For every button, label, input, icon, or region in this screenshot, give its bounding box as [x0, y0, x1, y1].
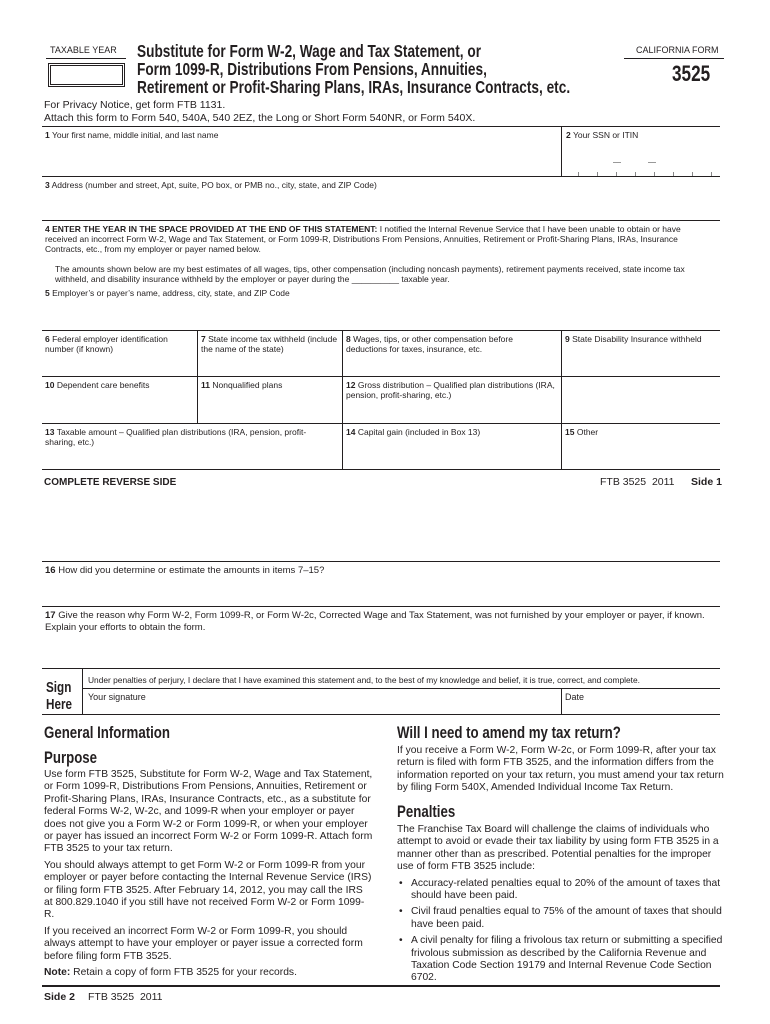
form-title-line2: Form 1099-R, Distributions From Pensions, Annuities, — [137, 59, 487, 79]
field-17-top-rule — [42, 606, 720, 607]
field-13-label: 13 Taxable amount – Qualified plan distributions (IRA, pension, profit-sharing, etc.) — [45, 427, 307, 447]
penalty-bullet-2: • Civil fraud penalties equal to 75% of the amount of taxes that should have been paid. — [399, 906, 722, 930]
california-form-label: CALIFORNIA FORM — [636, 45, 719, 55]
penalties-text — [397, 824, 725, 989]
field-17-label: 17 Give the reason why Form W-2, Form 1099-R, or Form W-2c, Corrected Wage and Tax Statement, was not furnished by your employer or payer, if known. Explain your efforts to obtain the form. — [45, 610, 705, 633]
side2-top-rule — [42, 561, 720, 562]
form-title-line1: Substitute for Form W-2, Wage and Tax Statement, or — [137, 41, 482, 61]
field-12-label: 12 Gross distribution – Qualified plan distributions (IRA, pension, profit-sharing, etc.) — [346, 380, 555, 400]
side1-form-year: FTB 3525 2011 — [600, 476, 675, 488]
grid-row1-rule — [42, 330, 720, 331]
signature-top-rule — [82, 688, 720, 689]
penalties-heading: Penalties — [397, 802, 456, 821]
field-9-input[interactable] — [563, 355, 719, 375]
purpose-paragraph-3: If you received an incorrect Form W-2 or Form 1099-R, you should always attempt to have your employer or payer issue a corrected form before filing form FTB 3525. — [44, 925, 363, 962]
field-2-label: 2 Your SSN or ITIN — [566, 130, 639, 140]
amend-text: If you receive a Form W-2, Form W-2c, or Form 1099-R, after your tax return is filed with form FTB 3525, and the information differs from the information reported on your tax return, you must amend your tax return by filing Form 540X, Amended Individual Income Tax Return. — [397, 745, 724, 794]
form-number: 3525 — [672, 61, 711, 86]
box1-2-divider — [561, 126, 562, 176]
field-9-label: 9 State Disability Insurance withheld — [565, 334, 702, 344]
field-7-label: 7 State income tax withheld (include the name of the state) — [201, 334, 338, 354]
purpose-text — [44, 769, 374, 984]
field-8-label: 8 Wages, tips, or other compensation before deductions for taxes, insurance, etc. — [346, 334, 513, 354]
side2-footer-rule — [42, 985, 720, 987]
field-7-input[interactable] — [199, 355, 340, 375]
signature-input[interactable] — [84, 703, 559, 713]
penalties-intro: The Franchise Tax Board will challenge the claims of individuals who attempt to avoid or evade their tax liability by using form FTB 3525 in a manner other than as prescribed. Potential penalties for the improper use of form FTB 3525 include: — [397, 824, 719, 873]
sign-label: Sign — [46, 679, 72, 696]
box1-top-rule — [42, 126, 720, 127]
attach-note: Attach this form to Form 540, 540A, 540 2EZ, the Long or Short Form 540NR, or Form 540X. — [44, 112, 476, 124]
ssn-dash-2 — [648, 162, 656, 163]
here-label: Here — [46, 696, 73, 713]
field-1-label: 1 Your first name, middle initial, and last name — [45, 130, 219, 140]
field-10-label: 10 Dependent care benefits — [45, 380, 150, 390]
ssn-input[interactable] — [566, 145, 716, 175]
field-11-label: 11 Nonqualified plans — [201, 380, 283, 390]
sign-bottom-rule — [42, 714, 720, 715]
field-8-input[interactable] — [344, 355, 559, 375]
purpose-heading: Purpose — [44, 748, 98, 767]
grid-col2 — [342, 330, 343, 469]
penalty-bullet-1: • Accuracy-related penalties equal to 20% of the amount of taxes that should have been paid. — [399, 877, 721, 902]
side2-form-year: FTB 3525 2011 — [88, 991, 163, 1003]
field-15-label: 15 Other — [565, 427, 599, 437]
penalty-bullet-3: • A civil penalty for filing a frivolous tax return or submitting a specified frivolous submission as described by the California Revenue and Taxation Code Section 19179 and Internal Revenue Code Section 6702. — [399, 935, 723, 984]
privacy-notice: For Privacy Notice, get form FTB 1131. — [44, 99, 226, 111]
field-15-input[interactable] — [563, 448, 719, 468]
field-16-label: 16 How did you determine or estimate the amounts in items 7–15? — [45, 565, 325, 576]
complete-reverse-side: COMPLETE REVERSE SIDE — [44, 477, 177, 488]
field-5-label: 5 Employer’s or payer’s name, address, city, state, and ZIP Code — [45, 288, 290, 298]
box4-top-rule — [42, 220, 720, 221]
taxable-year-box-inner — [50, 65, 123, 85]
grid-col3 — [561, 330, 562, 469]
side1-label: Side 1 — [691, 476, 722, 488]
field-16-input[interactable] — [42, 578, 720, 604]
sign-divider — [82, 668, 83, 714]
amend-heading: Will I need to amend my tax return? — [397, 723, 621, 742]
field-4-text2: The amounts shown below are my best estimates of all wages, tips, other compensation (including noncash payments), retirement payments received, state income tax withheld, and disability insurance withheld by the employer or payer during the __________ taxable year. — [55, 264, 685, 284]
date-divider — [561, 688, 562, 714]
employer-input[interactable] — [42, 300, 720, 328]
purpose-paragraph-2: You should always attempt to get Form W-2 or Form 1099-R from your employer or payer before contacting the Internal Revenue Service (IRS) or filing form FTB 3525. After February 14, 2012, you may call the IRS at 800.829.1040 if you still have not received Form W-2 or Form 1099-R. — [44, 859, 372, 921]
field-14-label: 14 Capital gain (included in Box 13) — [346, 427, 481, 437]
field-6-label: 6 Federal employer identification number (if known) — [45, 334, 168, 354]
field-12-input[interactable] — [344, 402, 559, 422]
box3-top-rule — [42, 176, 720, 177]
ssn-dash-1 — [613, 162, 621, 163]
taxable-year-rule — [46, 58, 126, 59]
field-14-input[interactable] — [344, 448, 559, 468]
field-13-input[interactable] — [43, 448, 340, 468]
field-4-text: 4 ENTER THE YEAR IN THE SPACE PROVIDED AT THE END OF THIS STATEMENT: I notified the Internal Revenue Service that I have been unable to obtain or have received an incorrect Form W-2, Wage and Tax Statement, or Form 1099-R, Distributions From Pensions, Annuities, Retirement or Profit-Sharing Plans, IRAs, Insurance Contracts, etc., from my employer or payer named below. — [45, 224, 681, 254]
date-label: Date — [565, 692, 585, 702]
general-info-heading: General Information — [44, 723, 170, 742]
field-17-input[interactable] — [42, 636, 720, 666]
field-3-label: 3 Address (number and street, Apt, suite, PO box, or PMB no., city, state, and ZIP Code) — [45, 180, 377, 190]
perjury-statement: Under penalties of perjury, I declare that I have examined this statement and, to the best of my knowledge and belief, it is true, correct, and complete. — [88, 675, 640, 685]
taxable-year-label: TAXABLE YEAR — [50, 45, 117, 55]
field-11-input[interactable] — [199, 402, 340, 422]
grid-row3-rule — [42, 423, 720, 424]
address-input[interactable] — [42, 192, 720, 218]
sign-top-rule — [42, 668, 720, 669]
field-6-input[interactable] — [43, 355, 195, 375]
grid-row2-rule — [42, 376, 720, 377]
field-10-input[interactable] — [43, 402, 195, 422]
side2-label: Side 2 — [44, 991, 75, 1003]
california-form-rule — [624, 58, 724, 59]
purpose-paragraph-1: Use form FTB 3525, Substitute for Form W-2, Wage and Tax Statement, or Form 1099-R, Distributions From Pensions, Annuities, Retirement or Profit-Sharing Plans, IRAs, Insurance Contracts, etc., as a substitute for federal Forms W-2, W-2c, and 1099-R when your employer or payer does not give you a Form W-2 or Form 1099-R, or when your employer or payer has issued an incorrect Form W-2 or Form 1099-R. Attach form FTB 3525 to your tax return. — [44, 769, 373, 855]
form-title-line3: Retirement or Profit-Sharing Plans, IRAs, Insurance Contracts, etc. — [137, 77, 571, 97]
grid-bottom-rule — [42, 469, 720, 470]
note-paragraph: Note: Retain a copy of form FTB 3525 for your records. — [44, 967, 297, 979]
date-input[interactable] — [563, 703, 719, 713]
name-input[interactable] — [42, 142, 560, 174]
your-signature-label: Your signature — [88, 692, 146, 702]
grid-col1 — [197, 330, 198, 423]
